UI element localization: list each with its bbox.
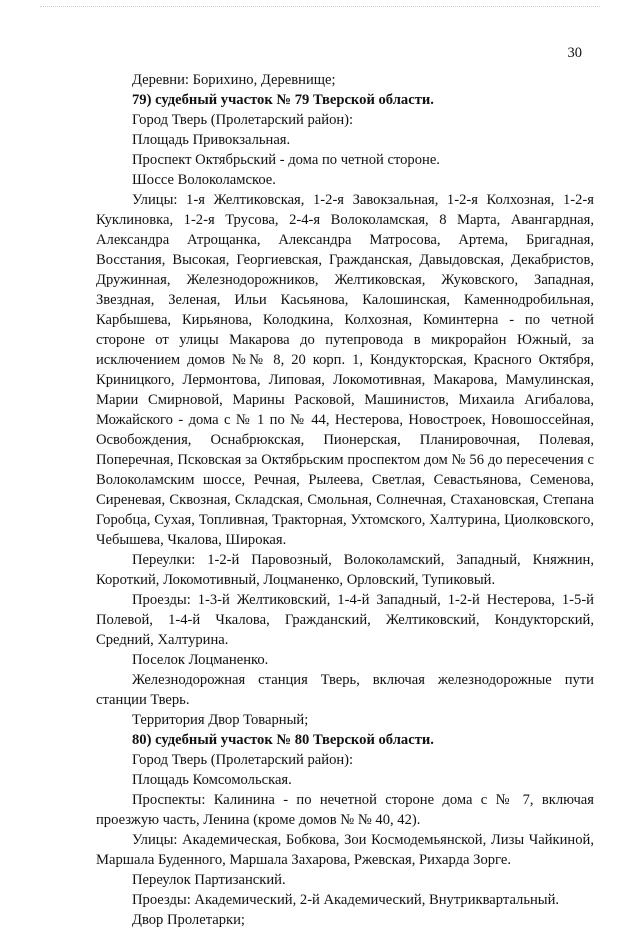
paragraph-prospect: Проспект Октябрьский - дома по четной стороне. [132,152,440,168]
paragraph-prospects-80: Проспекты: Калинина - по нечетной стороне дома с № 7, включая проезжую часть, Ленина (кроме домов № № 40, 42). [96,792,594,828]
paragraph-lane-80: Переулок Партизанский. [132,872,286,888]
paragraph-square-80: Площадь Комсомольская. [132,772,292,788]
document-body [96,70,594,930]
section-heading-80: 80) судебный участок № 80 Тверской области. [132,732,434,748]
paragraph-highway: Шоссе Волоколамское. [132,172,276,188]
paragraph-city-80: Город Тверь (Пролетарский район): [132,752,354,768]
paragraph-railway-station: Железнодорожная станция Тверь, включая железнодорожные пути станции Тверь. [96,672,594,708]
paragraph-city: Город Тверь (Пролетарский район): [132,112,354,128]
paragraph-square: Площадь Привокзальная. [132,132,291,148]
paragraph-passages: Проезды: 1-3-й Желтиковский, 1-4-й Западный, 1-2-й Нестерова, 1-5-й Полевой, 1-4-й Чкалова, Гражданский, Желтиковский, Кондукторский, Средний, Халтурина. [96,592,594,648]
paragraph-passages-80: Проезды: Академический, 2-й Академический, Внутриквартальный. [132,892,560,908]
page-number: 30 [567,45,582,61]
paragraph-yard-80: Двор Пролетарки; [132,912,245,928]
paragraph-settlement: Поселок Лоцманенко. [132,652,269,668]
paragraph-lanes: Переулки: 1-2-й Паровозный, Волоколамский, Западный, Княжнин, Короткий, Локомотивный, Лоцманенко, Орловский, Тупиковый. [96,552,594,588]
paragraph-streets: Улицы: 1-я Желтиковская, 1-2-я Завокзальная, 1-2-я Колхозная, 1-2-я Куклиновка, 1-2-я Трусова, 2-4-я Волоколамская, 8 Марта, Авангардная, Александра Атрощанка, Александра Матросова, Артема, Бригадная, Восстания, Высокая, Георгиевская, Гражданская, Давыдовская, Декабристов, Дружинная, Железнодорожников, Желтиковская, Жуковского, Западная, Звездная, Зеленая, Ильи Касьянова, Калошинская, Каменнодробильная, Карбышева, Кирьянова, Колодкина, Колхозная, Коминтерна - по четной стороне от улицы Макарова до путепровода в микрорайон Южный, за исключением домов №№ 8, 20 корп. 1, Кондукторская, Красного Октября, Криницкого, Лермонтова, Липовая, Локомотивная, Макарова, Мамулинская, Марии Смирновой, Марины Расковой, Машинистов, Михаила Агибалова, Можайского - дома с № 1 по № 44, Нестерова, Новостроек, Новошоссейная, Освобождения, Оснабрюкская, Пионерская, Планировочная, Полевая, Поперечная, Псковская за Октябрьским проспектом дом № 56 до пересечения с Волоколамским шоссе, Речная, Рылеева, Светлая, Севастьянова, Семенова, Сиреневая, Сквозная, Складская, Смольная, Солнечная, Стахановская, Степана Горобца, Сухая, Топливная, Тракторная, Ухтомского, Халтурина, Циолковского, Чебышева, Чкалова, Широкая. [96,192,594,548]
section-heading-79: 79) судебный участок № 79 Тверской области. [132,92,434,108]
scan-edge-line [40,6,600,8]
paragraph-streets-80: Улицы: Академическая, Бобкова, Зои Космодемьянской, Лизы Чайкиной, Маршала Буденного, Маршала Захарова, Ржевская, Рихарда Зорге. [96,832,594,868]
paragraph-territory: Территория Двор Товарный; [132,712,309,728]
paragraph-villages: Деревни: Борихино, Деревнище; [132,72,336,88]
